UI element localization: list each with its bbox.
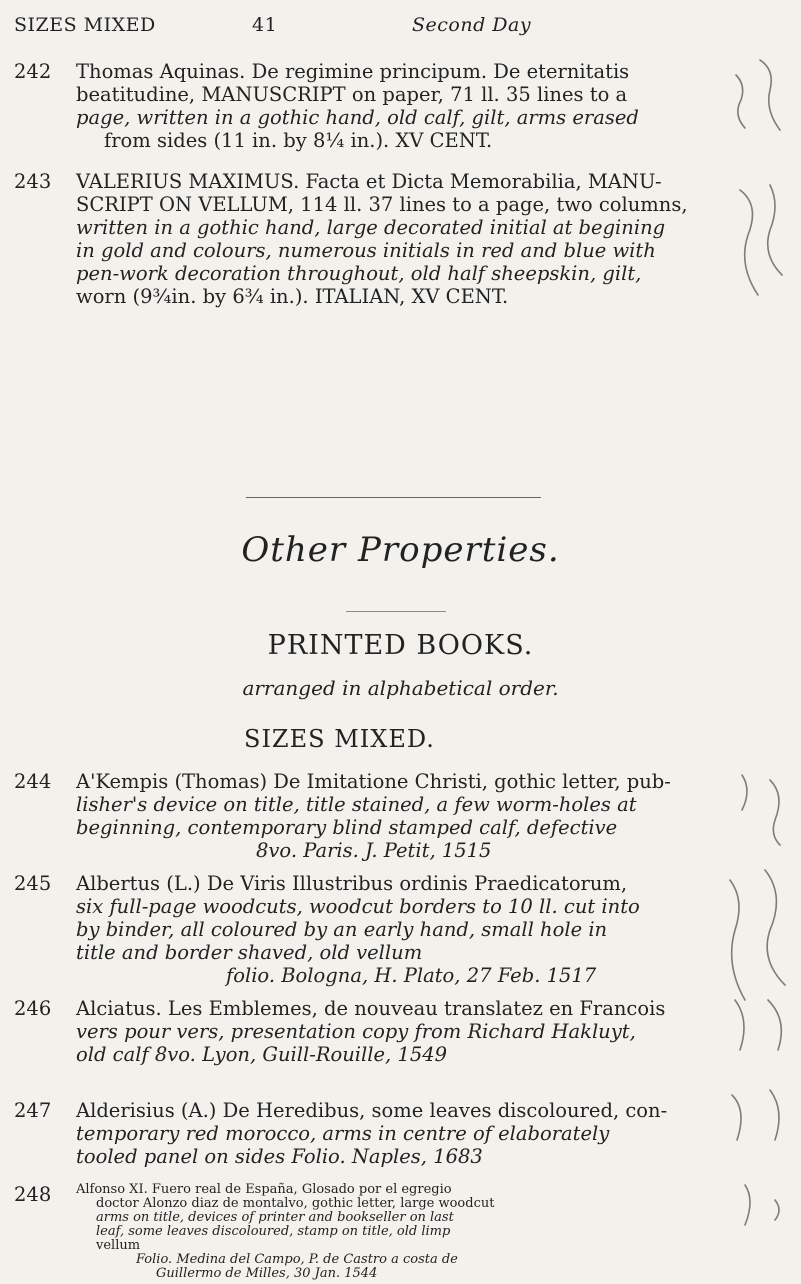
lot-number: 246	[14, 997, 52, 1020]
lot-line: tooled panel on sides Folio. Naples, 1683	[76, 1145, 483, 1168]
printed-books-subheading: arranged in alphabetical order.	[242, 676, 559, 700]
lot-line: page, written in a gothic hand, old calf, gilt, arms erased	[76, 106, 639, 129]
lot-line: Alciatus. Les Emblemes, de nouveau translatez en Francois	[76, 997, 666, 1020]
lot-line: SCRIPT ON VELLUM, 114 ll. 37 lines to a page, two columns,	[76, 193, 688, 216]
lot-line: worn (9¾in. by 6¾ in.). ITALIAN, XV CENT.	[76, 285, 509, 308]
lot-number: 248	[14, 1183, 52, 1206]
lot-line: 8vo. Paris. J. Petit, 1515	[256, 839, 492, 862]
lot-line: vers pour vers, presentation copy from Richard Hakluyt,	[76, 1020, 636, 1043]
lot-line: A'Kempis (Thomas) De Imitatione Christi, gothic letter, pub-	[76, 770, 671, 793]
lot-line: by binder, all coloured by an early hand, small hole in	[76, 918, 608, 941]
lot-line: temporary red morocco, arms in centre of elaborately	[76, 1122, 610, 1145]
running-head-left: SIZES MIXED	[14, 14, 156, 36]
lot-line: Alfonso XI. Fuero real de España, Glosado por el egregio	[76, 1182, 452, 1197]
lot-line: leaf, some leaves discoloured, stamp on title, old limp	[96, 1224, 451, 1239]
running-head-right: Second Day	[412, 14, 532, 36]
lot-line: old calf 8vo. Lyon, Guill-Rouille, 1549	[76, 1043, 448, 1066]
lot-number: 242	[14, 60, 52, 83]
lot-line: beatitudine, MANUSCRIPT on paper, 71 ll. 35 lines to a	[76, 83, 628, 106]
lot-line: Folio. Medina del Campo, P. de Castro a costa de	[136, 1252, 458, 1267]
lot-line: folio. Bologna, H. Plato, 27 Feb. 1517	[226, 964, 597, 987]
lot-line: Albertus (L.) De Viris Illustribus ordinis Praedicatorum,	[76, 872, 628, 895]
lot-line: from sides (11 in. by 8¼ in.). XV CENT.	[104, 129, 493, 152]
lot-number: 245	[14, 872, 52, 895]
lot-line: beginning, contemporary blind stamped calf, defective	[76, 816, 618, 839]
lot-line: six full-page woodcuts, woodcut borders to 10 ll. cut into	[76, 895, 640, 918]
page-number: 41	[252, 14, 278, 36]
lot-line: VALERIUS MAXIMUS. Facta et Dicta Memorabilia, MANU-	[76, 170, 662, 193]
lot-line: pen-work decoration throughout, old half sheepskin, gilt,	[76, 262, 642, 285]
section-title: Other Properties.	[241, 530, 560, 570]
lot-line: in gold and colours, numerous initials in red and blue with	[76, 239, 656, 262]
lot-line: Guillermo de Milles, 30 Jan. 1544	[156, 1266, 378, 1281]
lot-line: lisher's device on title, title stained, a few worm-holes at	[76, 793, 637, 816]
lot-line: Alderisius (A.) De Heredibus, some leaves discoloured, con-	[76, 1099, 668, 1122]
lot-number: 247	[14, 1099, 52, 1122]
lot-line: Thomas Aquinas. De regimine principum. De eternitatis	[76, 60, 630, 83]
lot-number: 243	[14, 170, 52, 193]
sizes-heading: SIZES MIXED.	[244, 725, 435, 753]
lot-line: doctor Alonzo diaz de montalvo, gothic letter, large woodcut	[96, 1196, 495, 1211]
lot-number: 244	[14, 770, 52, 793]
lot-line: vellum	[96, 1238, 141, 1253]
lot-line: title and border shaved, old vellum	[76, 941, 423, 964]
printed-books-heading: PRINTED BOOKS.	[267, 630, 534, 661]
lot-line: written in a gothic hand, large decorated initial at begining	[76, 216, 666, 239]
lot-line: arms on title, devices of printer and bookseller on last	[96, 1210, 454, 1225]
